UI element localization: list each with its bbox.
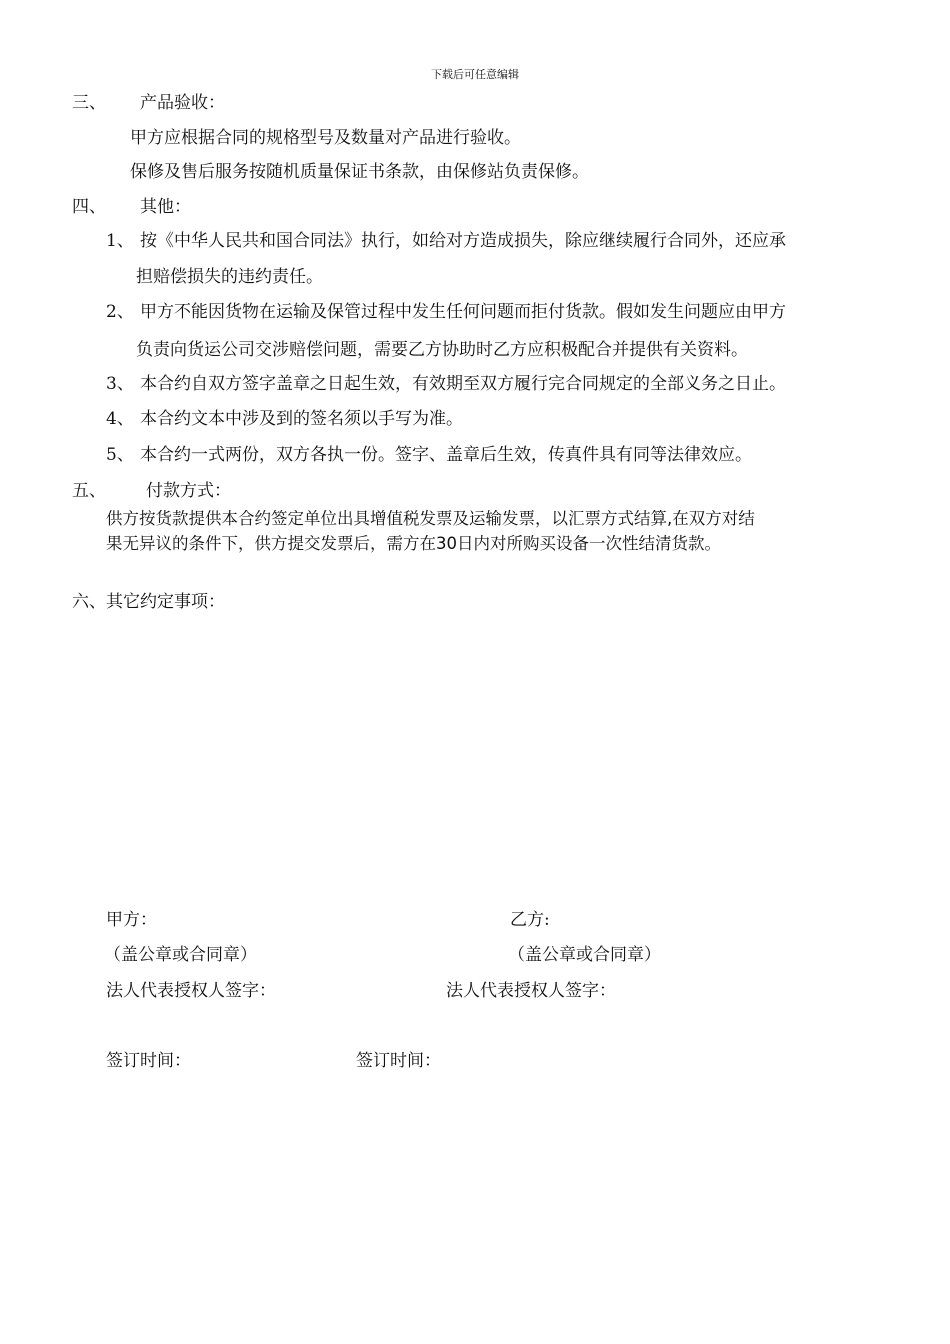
- section5-line-2: 果无异议的条件下，供方提交发票后，需方在30日内对所购买设备一次性结清货款。: [106, 534, 721, 553]
- party-a-sign-date: 签订时间：: [106, 1051, 191, 1071]
- section5-line-1: 供方按货款提供本合约签定单位出具增值税发票及运输发票，以汇票方式结算,在双方对结: [106, 509, 755, 528]
- party-a-seal-note: （盖公章或合同章）: [104, 945, 257, 965]
- section4-number: 四、: [72, 197, 106, 217]
- section4-title: 其他：: [140, 197, 191, 217]
- section4-item-2-continuation: 负责向货运公司交涉赔偿问题，需要乙方协助时乙方应积极配合并提供有关资料。: [136, 340, 748, 360]
- party-a-representative-signature: 法人代表授权人签字：: [106, 981, 276, 1001]
- section4-item-4-number: 4、: [106, 409, 134, 429]
- section3-title: 产品验收：: [140, 93, 225, 113]
- section5-title: 付款方式：: [146, 481, 231, 501]
- section4-item-3-text: 本合约自双方签字盖章之日起生效，有效期至双方履行完合同规定的全部义务之日止。: [140, 374, 786, 394]
- section4-item-1-continuation: 担赔偿损失的违约责任。: [136, 267, 323, 287]
- section5-number: 五、: [72, 481, 106, 501]
- section6-title: 六、其它约定事项：: [72, 592, 225, 612]
- party-a-label: 甲方：: [106, 910, 157, 930]
- section3-line-2: 保修及售后服务按随机质量保证书条款，由保修站负责保修。: [130, 162, 589, 182]
- section3-line-1: 甲方应根据合同的规格型号及数量对产品进行验收。: [130, 128, 521, 148]
- section3-number: 三、: [72, 93, 106, 113]
- party-b-sign-date: 签订时间：: [356, 1051, 441, 1071]
- section4-item-4-text: 本合约文本中涉及到的签名须以手写为准。: [140, 409, 463, 429]
- party-b-label: 乙方:: [510, 910, 550, 930]
- section4-item-1-number: 1、: [106, 231, 134, 251]
- section4-item-5-number: 5、: [106, 445, 134, 465]
- section4-item-2-number: 2、: [106, 302, 134, 322]
- section4-item-2-text: 甲方不能因货物在运输及保管过程中发生任何问题而拒付货款。假如发生问题应由甲方: [140, 302, 786, 322]
- page-header: 下载后可任意编辑: [431, 68, 519, 81]
- section4-item-1-text: 按《中华人民共和国合同法》执行，如给对方造成损失，除应继续履行合同外，还应承: [140, 231, 786, 251]
- party-b-representative-signature: 法人代表授权人签字：: [446, 981, 616, 1001]
- section4-item-3-number: 3、: [106, 374, 134, 394]
- section4-item-5-text: 本合约一式两份，双方各执一份。签字、盖章后生效，传真件具有同等法律效应。: [140, 445, 752, 465]
- party-b-seal-note: （盖公章或合同章）: [508, 945, 661, 965]
